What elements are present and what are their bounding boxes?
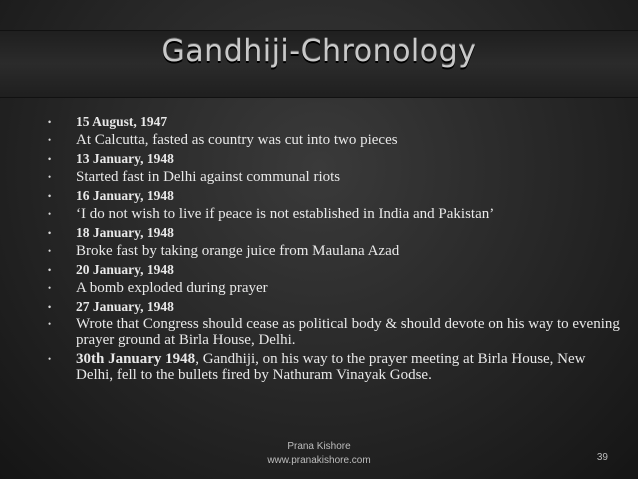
list-item-event: • At Calcutta, fasted as country was cut into two pieces bbox=[48, 131, 623, 150]
footer bbox=[0, 440, 638, 468]
bullet-icon bbox=[48, 298, 58, 316]
bullet-icon bbox=[48, 224, 58, 242]
bullet-icon bbox=[48, 316, 58, 332]
bullet-icon bbox=[48, 242, 58, 261]
bullet-icon bbox=[48, 131, 58, 150]
list-item-event: • ‘I do not wish to live if peace is not established in India and Pakistan’ bbox=[48, 205, 623, 224]
bullet-icon bbox=[48, 113, 58, 131]
bullet-icon bbox=[48, 187, 58, 205]
list-item-date: • 27 January, 1948 bbox=[48, 298, 623, 316]
bullet-icon bbox=[48, 205, 58, 224]
last-item-text: , Gandhiji, on his way to the prayer meeting at Birla House, New Delhi, fell to the bullets fired by Nathuram Vinayak Godse. bbox=[76, 351, 586, 383]
list-item-event: • Wrote that Congress should cease as political body & should devote on his way to evening prayer ground at Birla House, Delhi. bbox=[48, 316, 623, 348]
footer-author: Prana Kishore bbox=[287, 441, 351, 452]
list-item-event: • A bomb exploded during prayer bbox=[48, 279, 623, 298]
chronology-list bbox=[48, 113, 623, 386]
list-item-last-event bbox=[48, 351, 623, 383]
slide-title: Gandhiji-Chronology bbox=[161, 34, 477, 69]
bullet-icon bbox=[48, 168, 58, 187]
list-item-date: • 18 January, 1948 bbox=[48, 224, 623, 242]
footer-website: www.pranakishore.com bbox=[267, 455, 371, 466]
last-item-date: 30th January 1948 bbox=[76, 351, 196, 367]
bullet-icon bbox=[48, 150, 58, 168]
list-item-date: • 20 January, 1948 bbox=[48, 261, 623, 279]
bullet-icon bbox=[48, 351, 58, 367]
list-item-date: • 16 January, 1948 bbox=[48, 187, 623, 205]
page-number: 39 bbox=[596, 452, 608, 463]
list-item-date: • 15 August, 1947 bbox=[48, 113, 623, 131]
list-item-date: • 13 January, 1948 bbox=[48, 150, 623, 168]
list-item-event: • Broke fast by taking orange juice from Maulana Azad bbox=[48, 242, 623, 261]
bullet-icon bbox=[48, 261, 58, 279]
bullet-icon bbox=[48, 279, 58, 298]
list-item-event: • Started fast in Delhi against communal riots bbox=[48, 168, 623, 187]
